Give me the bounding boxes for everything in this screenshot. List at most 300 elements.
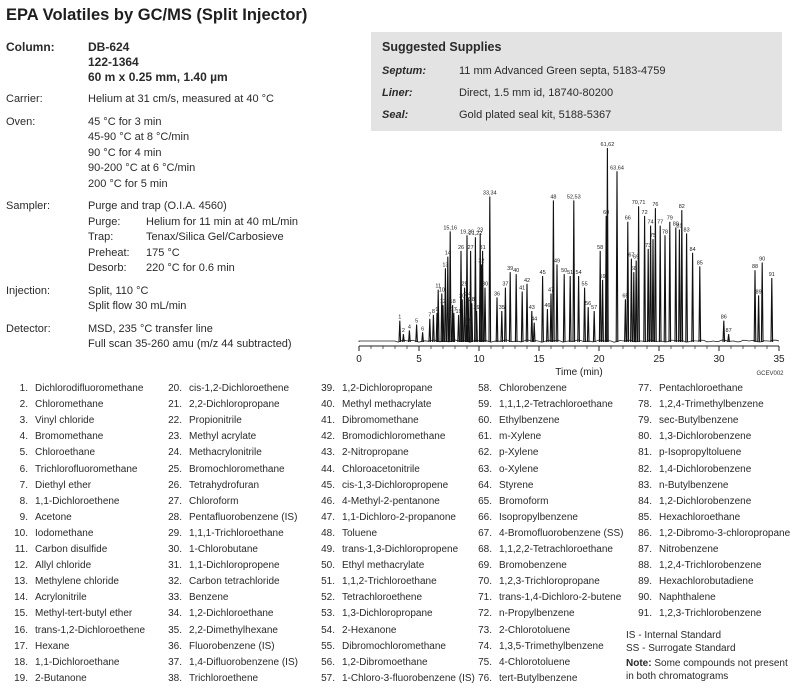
- preheat-label: Preheat:: [88, 246, 130, 259]
- peak-label: 12: [439, 299, 447, 306]
- peak-label: 43: [528, 304, 535, 311]
- compound-number: 10.: [14, 527, 28, 539]
- peak-label: 52,53: [566, 194, 581, 201]
- peak-48: [553, 200, 555, 342]
- peak-label: 90: [759, 256, 766, 263]
- peak-label: 79: [666, 215, 673, 222]
- peak-label: 22: [463, 318, 471, 325]
- peak-label: 59: [599, 273, 606, 280]
- peak-label: 30: [481, 281, 489, 288]
- compound-number: 47.: [321, 511, 335, 523]
- compound-name: p-Isopropyltoluene: [659, 447, 742, 459]
- compound-name: Chloroacetonitrile: [342, 463, 420, 475]
- compound-item: [6, 431, 103, 443]
- compound-item: [160, 447, 262, 459]
- peak-label: 83: [683, 227, 690, 234]
- peak-78: [664, 235, 666, 342]
- detector-value: MSD, 235 °C transfer line: [88, 322, 213, 335]
- compound-number: 11.: [14, 544, 28, 555]
- peak-label: 17: [450, 306, 457, 313]
- peak-label: 70,71: [631, 200, 646, 207]
- peak-label: 50: [561, 268, 568, 275]
- peak-65: [625, 299, 627, 342]
- peak-label: 68: [630, 266, 637, 273]
- compound-item: [160, 431, 256, 443]
- compound-item: [470, 528, 624, 540]
- peak-73: [647, 249, 649, 342]
- compound-item: [6, 464, 137, 476]
- compound-name: 4-Methyl-2-pentanone: [342, 495, 440, 507]
- supply-label: Liner:: [382, 87, 413, 99]
- peak-51: [569, 276, 571, 342]
- compound-name: Ethylbenzene: [499, 415, 560, 427]
- compound-item: [313, 415, 419, 427]
- oven-step: 45-90 °C at 8 °C/min: [88, 131, 190, 143]
- compound-number: 41.: [321, 415, 335, 427]
- compound-item: [6, 415, 94, 427]
- compound-number: 65.: [478, 495, 492, 507]
- compound-name: 1,2,3-Trichloropropane: [499, 576, 600, 588]
- peak-label: 21,22: [468, 231, 483, 238]
- compound-item: [630, 415, 739, 427]
- compound-item: [160, 383, 289, 395]
- peak-69: [635, 261, 637, 342]
- compound-number: 86.: [638, 527, 652, 539]
- compound-name: Chlorobenzene: [499, 383, 567, 394]
- supply-label: Seal:: [382, 109, 409, 121]
- compound-name: 1,1,2,2-Tetrachloroethane: [499, 544, 613, 555]
- compound-name: sec-Butylbenzene: [659, 415, 739, 427]
- peak-label: 31: [479, 244, 486, 251]
- compound-name: Allyl chloride: [35, 560, 92, 572]
- peak-45: [542, 276, 544, 342]
- peak-label: 32: [478, 258, 485, 265]
- peak-89: [758, 295, 760, 342]
- compound-name: Hexachloroethane: [659, 511, 741, 523]
- compound-name: Dibromochloromethane: [342, 640, 446, 652]
- compound-name: 1,1,1,2-Tetrachloroethane: [499, 399, 613, 411]
- peak-label: 91: [768, 271, 775, 278]
- column-dimensions: 60 m x 0.25 mm, 1.40 µm: [88, 70, 228, 84]
- compound-item: [630, 560, 761, 572]
- oven-step: 90-200 °C at 6 °C/min: [88, 162, 196, 174]
- compound-item: [6, 447, 95, 459]
- peak-label: 55: [581, 281, 588, 288]
- compound-number: 42.: [321, 431, 335, 443]
- purge-label: Purge:: [88, 215, 121, 228]
- peak-36: [496, 297, 498, 342]
- peak-label: 24: [465, 291, 472, 298]
- compound-number: 73.: [478, 624, 492, 636]
- compound-name: p-Xylene: [499, 447, 539, 459]
- compound-name: Methyl acrylate: [189, 431, 257, 443]
- compound-item: [470, 641, 604, 653]
- supply-value: 11 mm Advanced Green septa, 5183-4759: [459, 65, 666, 77]
- compound-name: 2-Nitropropane: [342, 447, 409, 459]
- compound-item: [6, 512, 72, 524]
- peak-label: 85: [696, 260, 703, 267]
- compound-item: [6, 480, 91, 492]
- peak-label: 65: [622, 293, 629, 300]
- compound-name: cis-1,2-Dichloroethene: [189, 383, 290, 394]
- compound-item: [160, 528, 284, 540]
- compound-item: [470, 447, 538, 459]
- compound-number: 17.: [14, 640, 28, 652]
- compound-name: Tetrahydrofuran: [189, 479, 260, 491]
- peak-label: 86: [720, 314, 727, 321]
- peak-label: 44: [531, 316, 538, 323]
- peak-77: [659, 226, 661, 342]
- compound-number: 44.: [321, 463, 335, 475]
- compound-item: [160, 608, 274, 620]
- compound-name: Methyl methacrylate: [342, 399, 432, 411]
- compound-name: Bromoform: [499, 495, 549, 507]
- peak-label: 8: [431, 308, 435, 315]
- peak-label: 28: [468, 297, 475, 304]
- peak-label: 56: [585, 301, 592, 308]
- compound-number: 58.: [478, 383, 492, 394]
- compound-item: [6, 592, 87, 604]
- compound-name: Trichloroethene: [189, 672, 259, 684]
- peak-label: 36: [493, 291, 501, 298]
- compound-item: [160, 673, 258, 685]
- compound-item: [160, 480, 259, 492]
- peak-68: [633, 272, 635, 342]
- compound-name: Bromochloromethane: [189, 463, 285, 475]
- presence-note: [626, 658, 788, 671]
- oven-step: 90 °C for 4 min: [88, 146, 162, 159]
- compound-item: [313, 512, 456, 524]
- compound-number: 23.: [168, 431, 182, 443]
- compound-item: [470, 431, 541, 443]
- compound-number: 71.: [478, 592, 492, 604]
- compound-item: [630, 528, 790, 540]
- compound-name: 1,1-Dichloroethene: [35, 495, 120, 507]
- peak-label: 89: [755, 289, 762, 296]
- compound-name: 4-Chlorotoluene: [499, 656, 571, 668]
- peak-label: 75: [649, 233, 657, 240]
- compound-number: 3.: [19, 415, 28, 427]
- compound-number: 33.: [168, 592, 182, 604]
- compound-item: [6, 528, 93, 540]
- compound-name: 1,1-Dichloro-2-propanone: [342, 511, 456, 523]
- compound-name: Styrene: [499, 479, 534, 491]
- peak-91: [771, 278, 773, 342]
- peak-11: [437, 290, 439, 342]
- compound-name: Carbon tetrachloride: [189, 576, 280, 588]
- purge-value: Helium for 11 min at 40 mL/min: [146, 215, 299, 228]
- compound-number: 2.: [19, 399, 28, 411]
- compound-number: 66.: [478, 511, 492, 523]
- compound-name: 2-Hexanone: [342, 624, 397, 636]
- compound-item: [470, 560, 567, 572]
- compound-item: [470, 592, 621, 604]
- peak-label: 51: [567, 270, 574, 277]
- peak-55: [584, 288, 586, 342]
- compound-number: 87.: [638, 544, 652, 555]
- oven-step: 45 °C for 3 min: [88, 115, 162, 128]
- peak-85: [699, 266, 701, 342]
- note-text: Some compounds not present: [654, 658, 788, 669]
- peak-56: [587, 307, 589, 342]
- compound-number: 50.: [321, 560, 335, 572]
- compound-name: n-Propylbenzene: [499, 608, 575, 620]
- peak-label: 69: [633, 254, 640, 261]
- compound-item: [160, 415, 242, 427]
- compound-item: [313, 576, 437, 588]
- compound-number: 27.: [168, 495, 182, 507]
- compound-item: [630, 480, 729, 492]
- compound-name: Dichlorodifluoromethane: [35, 383, 144, 394]
- peak-72: [644, 216, 646, 342]
- compound-item: [6, 625, 145, 637]
- compound-item: [160, 560, 280, 572]
- compound-name: Pentachloroethane: [659, 383, 743, 394]
- peak-8: [433, 315, 435, 342]
- compound-number: 12.: [14, 560, 28, 572]
- compound-name: Hexachlorobutadiene: [659, 576, 754, 588]
- compound-item: [313, 641, 446, 653]
- compound-number: 6.: [19, 463, 28, 475]
- compound-item: [630, 592, 716, 604]
- peak-6: [422, 332, 424, 342]
- peak-5: [416, 325, 418, 342]
- peak-80: [675, 228, 677, 342]
- x-tick-label: 10: [473, 354, 485, 365]
- compound-name: 1-Chloro-3-fluorobenzene (IS): [342, 672, 475, 684]
- peak-41: [521, 292, 523, 342]
- compound-number: 15.: [14, 608, 28, 620]
- compound-item: [470, 576, 600, 588]
- compound-name: 1-Chlorobutane: [189, 544, 258, 555]
- compound-item: [630, 447, 741, 459]
- compound-name: 1,3,5-Trimethylbenzene: [499, 640, 604, 652]
- compound-item: [6, 641, 69, 653]
- supply-value: Direct, 1.5 mm id, 18740-80200: [459, 87, 614, 99]
- compound-item: [313, 447, 409, 459]
- page-title: EPA Volatiles by GC/MS (Split Injector): [6, 6, 308, 24]
- compound-number: 52.: [321, 592, 335, 604]
- peak-49: [556, 264, 558, 342]
- peak-74: [650, 226, 652, 342]
- compound-number: 77.: [638, 383, 652, 394]
- compound-number: 89.: [638, 576, 652, 588]
- compound-number: 37.: [168, 656, 182, 668]
- compound-name: Carbon disulfide: [35, 544, 108, 555]
- compound-number: 91.: [638, 608, 652, 620]
- peak-88: [754, 270, 756, 342]
- compound-name: 1,2,3-Trichlorobenzene: [659, 608, 762, 620]
- compound-name: 1,4-Difluorobenzene (IS): [189, 656, 298, 668]
- peak-label: 14: [444, 250, 451, 257]
- peak-label: 41: [519, 285, 526, 292]
- peak-42: [526, 284, 528, 342]
- compound-number: 78.: [638, 399, 652, 411]
- compound-name: tert-Butylbenzene: [499, 672, 578, 684]
- compound-name: Methyl-tert-butyl ether: [35, 608, 133, 620]
- compound-item: [6, 544, 107, 556]
- supply-label: Septum:: [382, 65, 426, 77]
- peak-label: 77: [657, 219, 664, 226]
- injection-split-flow: Split flow 30 mL/min: [88, 300, 187, 312]
- peak-label: 9: [435, 306, 439, 313]
- peak-label: 84: [689, 246, 696, 253]
- peak-label: 13: [442, 262, 449, 269]
- compound-name: Bromobenzene: [499, 560, 567, 572]
- compound-name: 2,2-Dichloropropane: [189, 399, 280, 411]
- compound-name: 1,2-Dibromo-3-chloropropane: [659, 527, 791, 539]
- compound-number: 75.: [478, 656, 492, 668]
- compound-number: 1.: [19, 383, 28, 394]
- compound-number: 26.: [168, 479, 182, 491]
- compound-name: 1,2-Dibromoethane: [342, 656, 428, 668]
- compound-item: [313, 560, 424, 572]
- compound-number: 32.: [168, 576, 182, 588]
- compound-number: 25.: [168, 463, 182, 475]
- peak-label: 39: [507, 266, 514, 273]
- peak-label: 40: [513, 268, 520, 275]
- compound-name: Acrylonitrile: [35, 592, 87, 604]
- compound-item: [313, 480, 448, 492]
- compound-item: [470, 625, 570, 637]
- compound-number: 84.: [638, 495, 652, 507]
- peak-47: [550, 294, 552, 343]
- compound-number: 9.: [19, 511, 28, 523]
- compound-name: 2,2-Dimethylhexane: [189, 624, 278, 636]
- peak-57: [593, 311, 595, 342]
- x-axis-label: Time (min): [555, 367, 603, 378]
- compound-item: [160, 399, 280, 411]
- peak-82: [681, 210, 683, 342]
- compound-item: [160, 464, 285, 476]
- compound-name: Chloroform: [189, 495, 239, 507]
- compound-number: 85.: [638, 511, 652, 523]
- desorb-label: Desorb:: [88, 262, 127, 274]
- compound-name: n-Butylbenzene: [659, 479, 729, 491]
- compound-number: 39.: [321, 383, 335, 394]
- x-tick-label: 25: [653, 354, 665, 365]
- compound-number: 53.: [321, 608, 335, 620]
- compound-name: 1,2-Dichlorobenzene: [659, 495, 752, 507]
- compound-name: 1,2,4-Trichlorobenzene: [659, 560, 762, 572]
- peak-label: 26: [457, 244, 465, 251]
- trap-value: Tenax/Silica Gel/Carbosieve: [146, 231, 284, 243]
- compound-number: 81.: [638, 447, 652, 459]
- compound-item: [630, 399, 764, 411]
- compound-name: Isopropylbenzene: [499, 511, 578, 523]
- compound-number: 45.: [321, 479, 335, 491]
- compound-name: Propionitrile: [189, 415, 242, 427]
- compound-item: [160, 544, 258, 556]
- compound-item: [470, 480, 533, 492]
- compound-number: 83.: [638, 479, 652, 491]
- note-label: Note:: [626, 658, 652, 669]
- note-text-continued: in both chromatograms: [626, 670, 729, 682]
- peak-44: [533, 323, 535, 342]
- peak-label: 27: [467, 244, 474, 251]
- compound-number: 40.: [321, 399, 335, 411]
- compound-item: [630, 512, 740, 524]
- peak-37: [505, 288, 507, 342]
- compound-number: 43.: [321, 447, 335, 459]
- compound-name: Benzene: [189, 592, 229, 604]
- compound-item: [6, 608, 132, 620]
- peak-label: 60: [603, 209, 610, 216]
- compound-item: [470, 544, 613, 556]
- compound-name: 2-Butanone: [35, 672, 87, 684]
- compound-number: 72.: [478, 608, 492, 620]
- x-tick-label: 30: [713, 354, 725, 365]
- compound-item: [160, 512, 297, 524]
- compound-number: 29.: [168, 527, 182, 539]
- peak-label: 20: [459, 293, 466, 300]
- compound-number: 88.: [638, 560, 652, 572]
- compound-item: [470, 383, 567, 395]
- compound-name: 1,2-Dichloropropane: [342, 383, 433, 394]
- peak-label: 81: [676, 223, 683, 230]
- compound-name: trans-1,4-Dichloro-2-butene: [499, 592, 622, 604]
- compound-number: 7.: [19, 479, 28, 491]
- compound-number: 63.: [478, 463, 492, 475]
- peak-39: [509, 272, 511, 342]
- peak-19: [458, 315, 460, 342]
- peak-label: 73: [645, 242, 652, 249]
- compound-item: [470, 399, 613, 411]
- compound-name: Trichlorofluoromethane: [35, 463, 138, 475]
- compound-name: cis-1,3-Dichloropropene: [342, 479, 449, 491]
- preheat-value: 175 °C: [146, 246, 180, 259]
- compound-name: 1,2,4-Trimethylbenzene: [659, 399, 764, 411]
- sampler-label: Sampler:: [6, 200, 51, 212]
- peak-15,16: [449, 231, 451, 342]
- compound-number: 35.: [168, 624, 182, 636]
- oven-step: 200 °C for 5 min: [88, 177, 168, 190]
- compound-name: 2-Chlorotoluene: [499, 624, 571, 636]
- compound-item: [160, 625, 278, 637]
- compound-item: [160, 592, 228, 604]
- peak-label: 58: [597, 244, 604, 251]
- compound-name: Vinyl chloride: [35, 415, 95, 427]
- compound-number: 34.: [168, 608, 182, 620]
- peak-label: 5: [415, 318, 419, 325]
- x-tick-label: 15: [533, 354, 545, 365]
- internal-standard-note: IS - Internal Standard: [626, 630, 722, 641]
- peak-86: [723, 321, 725, 342]
- compound-item: [313, 592, 422, 604]
- compound-name: Fluorobenzene (IS): [189, 640, 275, 652]
- compound-number: 62.: [478, 447, 492, 459]
- peak-label: 11: [435, 283, 442, 290]
- compound-number: 13.: [14, 576, 28, 588]
- compound-item: [313, 464, 420, 476]
- compound-item: [630, 431, 751, 443]
- x-tick-label: 5: [416, 354, 422, 365]
- compound-item: [470, 657, 570, 669]
- compound-name: Diethyl ether: [35, 479, 92, 491]
- peak-2: [403, 334, 405, 342]
- compound-name: 1,1-Dichloroethane: [35, 656, 120, 668]
- compound-item: [470, 415, 560, 427]
- compound-item: [470, 608, 575, 620]
- compound-number: 31.: [168, 560, 182, 572]
- compound-number: 24.: [168, 447, 182, 459]
- peak-label: 72: [641, 209, 648, 216]
- peak-87: [728, 334, 730, 342]
- x-tick-label: 35: [773, 354, 785, 365]
- compound-name: Nitrobenzene: [659, 544, 719, 555]
- compound-item: [313, 608, 433, 620]
- compound-item: [6, 560, 91, 572]
